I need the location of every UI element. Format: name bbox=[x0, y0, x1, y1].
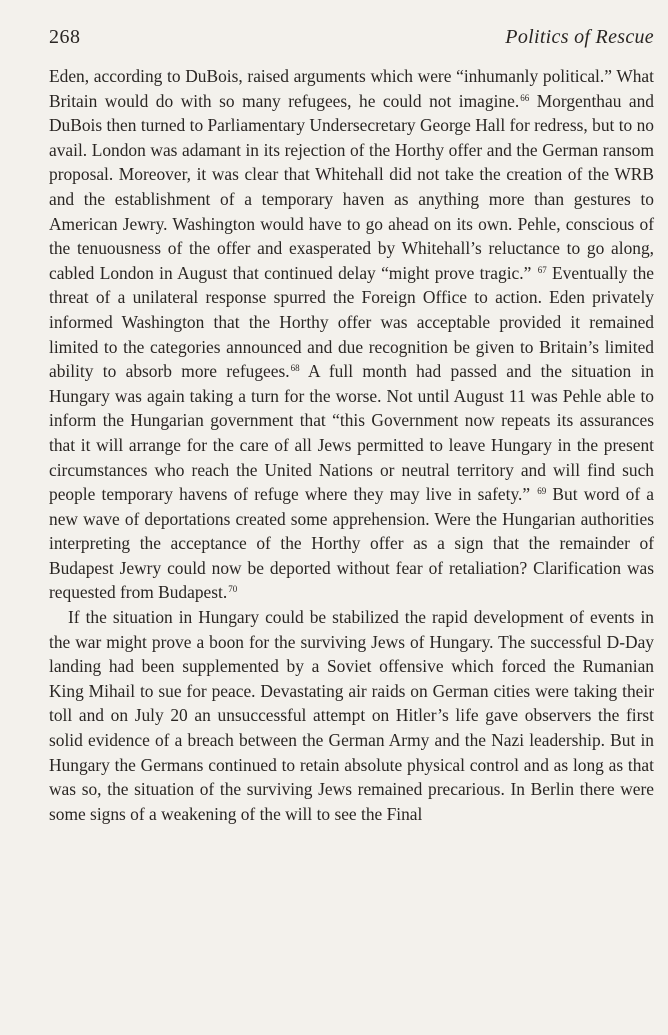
text-segment: Eventually the threat of a unilateral response spurred the Foreign Office to action. Eden privately informed Washington that the Horthy offer was acceptable provided it remained limited to the categories announced and due recognition be given to Britain’s limited ability to absorb more refugees. bbox=[49, 262, 654, 382]
text-segment: Eden, according to DuBois, raised arguments which were “inhumanly political.” What Britain would do with so many refugees, he could not imagine. bbox=[49, 66, 654, 111]
text-segment: A full month had passed and the situation in Hungary was again taking a turn for the worse. Not until August 11 was Pehle able to inform the Hungarian government that “this Government now repeats its assurances that it will arrange for the care of all Jews permitted to leave Hungary in the present circumstances who reach the United Nations or neutral territory and will find such people temporary havens of refuge where they may live in safety.” bbox=[49, 361, 654, 505]
text-segment: Morgenthau and DuBois then turned to Parliamentary Undersecretary George Hall for redress, but to no avail. London was adamant in its rejection of the Horthy offer and the German ransom proposal. Moreover, it was clear that Whitehall did not take the creation of the WRB and the establishment of a temporary haven as anything more than gestures to American Jewry. Washington would have to go ahead on its own. Pehle, conscious of the tenuousness of the offer and exasperated by Whitehall’s reluctance to go along, cabled London in August that continued delay “might prove tragic.” bbox=[49, 90, 655, 283]
running-head bbox=[49, 26, 654, 62]
footnote-marker: 68 bbox=[290, 363, 300, 374]
footnote-marker: 69 bbox=[537, 486, 547, 497]
body-text bbox=[49, 64, 654, 826]
footnote-marker: 66 bbox=[520, 92, 530, 103]
page-number: 268 bbox=[49, 26, 81, 48]
running-title: Politics of Rescue bbox=[505, 26, 654, 48]
footnote-marker: 70 bbox=[228, 584, 238, 595]
text-segment: But word of a new wave of deportations created some apprehension. Were the Hungarian authorities interpreting the acceptance of the Horthy offer as a sign that the remainder of Budapest Jewry could now be deported without fear of retaliation? Clarification was requested from Budapest. bbox=[49, 484, 654, 603]
footnote-marker: 67 bbox=[537, 264, 547, 275]
paragraph-2: If the situation in Hungary could be stabilized the rapid development of events in the war might prove a boon for the surviving Jews of Hungary. The successful D-Day landing had been supplemented by a Soviet offensive which forced the Rumanian King Mihail to sue for peace. Devastating air raids on German cities were taking their toll and on July 20 an unsuccessful attempt on Hitler’s life gave observers the first solid evidence of a breach between the German Army and the Nazi leadership. But in Hungary the Germans continued to retain absolute physical control and as long as that was so, the situation of the surviving Jews remained precarious. In Berlin there were some signs of a weakening of the will to see the Final bbox=[49, 607, 654, 824]
paragraph-1 bbox=[49, 64, 654, 605]
